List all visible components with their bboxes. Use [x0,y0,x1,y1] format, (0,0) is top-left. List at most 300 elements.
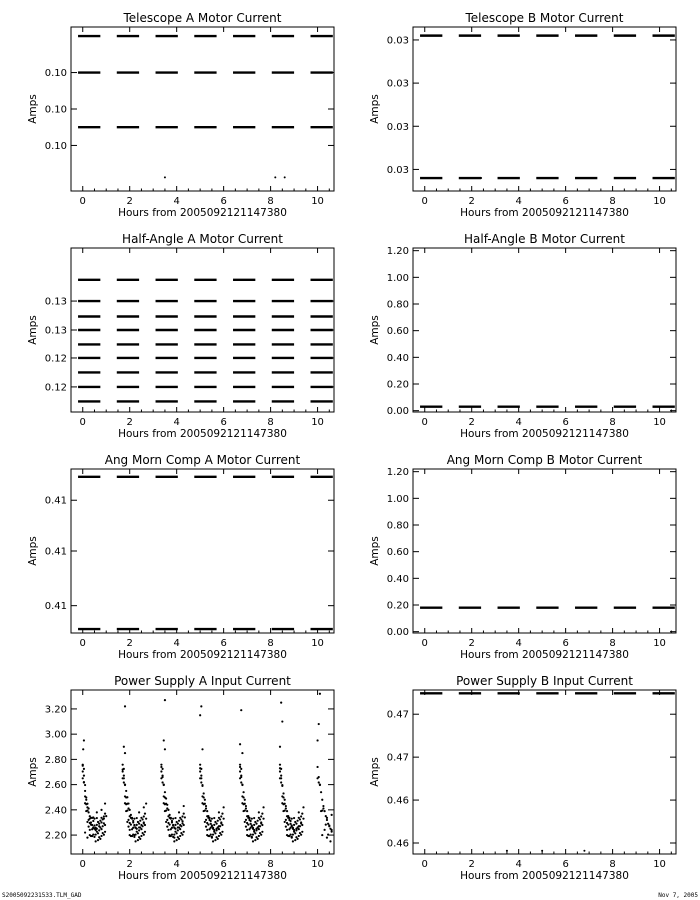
data-point [205,826,207,828]
data-point [285,805,287,807]
y-axis-label: Amps [27,315,39,345]
y-tick-label: 0.03 [386,164,409,176]
data-point [240,781,242,783]
data-point [281,784,283,786]
x-axis-label: Hours from 2005092121147380 [460,207,629,219]
data-point [172,836,174,838]
y-tick-label: 0.46 [386,795,409,807]
data-point [260,834,262,836]
data-point [298,811,300,813]
data-point [324,810,326,812]
data-point [244,799,246,801]
data-point [246,810,248,812]
data-point [160,766,162,768]
data-point [218,828,220,830]
data-point [281,720,283,722]
data-point [122,770,124,772]
data-point [252,827,254,829]
data-point [131,828,133,830]
chart-panel-6 [369,453,676,661]
data-point [134,827,136,829]
data-point [100,809,102,811]
data-point [328,824,330,826]
data-point [261,824,263,826]
data-point [248,828,250,830]
chart-title: Half-Angle B Motor Current [464,232,625,246]
data-point [246,822,248,824]
data-point [178,838,180,840]
x-tick-label: 0 [421,638,428,649]
y-tick-label: 0.60 [386,326,409,338]
data-point [167,829,169,831]
chart-title: Telescope A Motor Current [123,11,282,25]
plot-frame [71,469,334,633]
data-point [301,824,303,826]
x-tick-label: 6 [562,417,569,428]
data-point [86,821,88,823]
data-point [210,820,212,822]
data-point [252,833,254,835]
data-point [292,833,294,835]
data-point [329,840,331,842]
x-tick-label: 10 [311,859,324,870]
y-tick-label: 0.20 [386,379,409,391]
data-point [137,832,139,834]
data-point [258,811,260,813]
y-tick-label: 0.10 [44,104,67,116]
x-tick-label: 8 [609,859,616,870]
data-point [506,850,508,852]
data-point [289,820,291,822]
data-point [326,837,328,839]
data-point [259,818,261,820]
data-point [300,834,302,836]
data-point [321,799,323,801]
data-point [129,829,131,831]
data-point [82,777,84,779]
x-tick-label: 8 [609,638,616,649]
data-point [244,809,246,811]
data-point [104,813,106,815]
data-point [205,807,207,809]
data-point [325,824,327,826]
x-tick-label: 4 [173,638,180,649]
data-point [97,832,99,834]
data-point [211,836,213,838]
data-point [245,826,247,828]
y-axis-label: Amps [369,94,381,124]
data-point [321,809,323,811]
data-point [91,828,93,830]
data-point [88,826,90,828]
data-point [206,822,208,824]
data-point [143,834,145,836]
data-point [133,818,135,820]
data-point [161,775,163,777]
data-point [205,805,207,807]
data-point [280,781,282,783]
x-tick-label: 4 [515,196,522,207]
x-tick-label: 8 [267,196,274,207]
data-point [203,796,205,798]
data-point [143,806,145,808]
y-axis-label: Amps [369,536,381,566]
data-point [102,825,104,827]
x-tick-label: 4 [173,417,180,428]
data-point [123,775,125,777]
data-point [258,828,260,830]
data-point [324,829,326,831]
data-point [134,840,136,842]
data-point [251,836,253,838]
data-point [103,815,105,817]
y-tick-label: 0.47 [386,709,409,721]
data-point [97,839,99,841]
data-point [295,829,297,831]
data-point [322,807,324,809]
data-point [125,796,127,798]
chart-panel-1 [27,11,334,219]
data-point [122,777,124,779]
data-point [261,831,263,833]
data-point [242,791,244,793]
data-point [129,815,131,817]
data-point [284,821,286,823]
data-point [284,176,286,178]
x-tick-label: 6 [220,417,227,428]
data-point [288,828,290,830]
data-point [183,805,185,807]
data-point [245,819,247,821]
data-point [541,850,543,852]
data-point [163,739,165,741]
data-point [137,839,139,841]
y-tick-label: 0.41 [44,546,67,558]
data-point [166,826,168,828]
data-point [165,821,167,823]
data-point [206,810,208,812]
data-point [88,807,90,809]
y-tick-label: 0.10 [44,68,67,80]
data-point [218,835,220,837]
y-tick-label: 0.41 [44,495,67,507]
data-point [166,807,168,809]
x-tick-label: 8 [267,638,274,649]
data-point [199,770,201,772]
x-tick-label: 8 [609,196,616,207]
data-point [279,777,281,779]
data-point [291,824,293,826]
data-point [164,796,166,798]
data-point [240,709,242,711]
data-point [139,838,141,840]
data-point [88,819,90,821]
data-point [239,770,241,772]
data-point [164,791,166,793]
x-tick-label: 2 [468,638,475,649]
y-tick-label: 0.00 [386,406,409,418]
data-point [93,836,95,838]
data-point [246,829,248,831]
data-point [255,829,257,831]
data-point [164,748,166,750]
data-point [244,821,246,823]
data-point [171,820,173,822]
data-point [88,811,90,813]
data-point [129,822,131,824]
data-point [279,770,281,772]
x-axis-label: Hours from 2005092121147380 [460,870,629,882]
data-point [169,835,171,837]
data-point [133,836,135,838]
data-point [221,831,223,833]
data-point [145,818,147,820]
x-tick-label: 8 [609,417,616,428]
data-point [316,739,318,741]
data-point [285,807,287,809]
y-tick-label: 0.03 [386,78,409,90]
data-point [95,833,97,835]
data-point [136,824,138,826]
y-tick-label: 2.20 [44,830,67,842]
data-point [223,806,225,808]
x-axis-label: Hours from 2005092121147380 [118,649,287,661]
x-tick-label: 4 [515,859,522,870]
data-point [246,815,248,817]
data-point [326,819,328,821]
y-tick-label: 0.40 [386,352,409,364]
data-point [83,775,85,777]
chart-title: Telescope B Motor Current [465,11,624,25]
data-point [85,799,87,801]
data-point [103,834,105,836]
data-point [130,835,132,837]
data-point [241,784,243,786]
data-point [239,743,241,745]
data-point [123,746,125,748]
x-tick-label: 6 [220,638,227,649]
chart-title: Half-Angle A Motor Current [122,232,283,246]
data-point [83,781,85,783]
data-point [286,822,288,824]
data-point [173,840,175,842]
data-point [179,835,181,837]
y-tick-label: 0.41 [44,601,67,613]
data-point [287,835,289,837]
data-point [86,809,88,811]
data-point [282,796,284,798]
data-point [140,835,142,837]
data-point [294,832,296,834]
y-tick-label: 2.80 [44,754,67,766]
data-point [82,764,84,766]
data-point [184,816,186,818]
data-point [211,818,213,820]
data-point [204,809,206,811]
data-point [124,705,126,707]
data-point [200,768,202,770]
y-tick-label: 0.47 [386,752,409,764]
x-tick-label: 0 [79,196,86,207]
x-tick-label: 6 [562,638,569,649]
data-point [144,831,146,833]
x-tick-label: 10 [653,196,666,207]
data-point [183,824,185,826]
data-point [285,819,287,821]
data-point [326,817,328,819]
data-point [239,766,241,768]
x-tick-label: 0 [79,417,86,428]
data-point [327,833,329,835]
y-tick-label: 1.00 [386,493,409,505]
data-point [301,831,303,833]
y-tick-label: 1.20 [386,246,409,258]
chart-panel-8 [369,674,676,882]
data-point [93,818,95,820]
data-point [322,805,324,807]
data-point [199,777,201,779]
data-point [142,825,144,827]
plot-frame [413,248,676,412]
y-tick-label: 3.20 [44,704,67,716]
data-point [219,825,221,827]
x-tick-label: 10 [653,638,666,649]
data-point [84,790,86,792]
data-point [90,835,92,837]
data-point [480,177,482,179]
data-point [319,784,321,786]
data-point [291,818,293,820]
data-point [286,829,288,831]
data-point [319,693,321,695]
y-tick-label: 2.40 [44,805,67,817]
data-point [203,792,205,794]
data-point [201,748,203,750]
plot-frame [413,690,676,854]
y-axis-label: Amps [369,315,381,345]
data-point [163,784,165,786]
data-point [297,820,299,822]
data-point [239,764,241,766]
data-point [320,791,322,793]
data-point [321,834,323,836]
x-tick-label: 8 [267,417,274,428]
data-point [126,809,128,811]
x-tick-label: 4 [173,859,180,870]
data-point [86,837,88,839]
chart-title: Power Supply A Input Current [114,674,291,688]
data-point [250,820,252,822]
data-point [214,839,216,841]
y-axis-label: Amps [369,757,381,787]
data-point [164,176,166,178]
data-point [217,838,219,840]
chart-panel-2 [369,11,676,219]
data-point [300,815,302,817]
data-point [160,764,162,766]
y-tick-label: 3.00 [44,729,67,741]
data-point [253,824,255,826]
data-point [204,799,206,801]
data-point [98,822,100,824]
data-point [134,833,136,835]
data-point [204,821,206,823]
y-tick-label: 0.13 [44,296,67,308]
y-tick-label: 0.80 [386,520,409,532]
data-point [204,803,206,805]
y-tick-label: 0.00 [386,627,409,639]
data-point [85,796,87,798]
data-point [220,834,222,836]
data-point [475,177,477,179]
plot-frame [71,27,334,191]
data-point [302,818,304,820]
data-point [274,176,276,178]
data-point [124,752,126,754]
x-axis-label: Hours from 2005092121147380 [118,870,287,882]
data-point [127,807,129,809]
data-point [286,810,288,812]
data-point [89,822,91,824]
x-tick-label: 0 [79,859,86,870]
x-tick-label: 10 [653,859,666,870]
data-point [201,784,203,786]
data-point [208,828,210,830]
data-point [138,811,140,813]
data-point [293,824,295,826]
x-axis-label: Hours from 2005092121147380 [460,428,629,440]
data-point [215,829,217,831]
y-tick-label: 0.12 [44,353,67,365]
x-tick-label: 6 [562,196,569,207]
data-point [136,817,138,819]
data-point [167,815,169,817]
y-tick-label: 1.20 [386,467,409,479]
y-axis-label: Amps [27,536,39,566]
data-point [82,770,84,772]
data-point [170,828,172,830]
data-point [180,825,182,827]
data-point [176,832,178,834]
x-tick-label: 6 [562,859,569,870]
data-point [144,824,146,826]
data-point [177,829,179,831]
data-point [254,839,256,841]
x-tick-label: 2 [468,859,475,870]
data-point [125,790,127,792]
data-point [161,781,163,783]
data-point [220,815,222,817]
x-tick-label: 2 [468,417,475,428]
data-point [301,813,303,815]
data-point [213,817,215,819]
data-point [199,714,201,716]
data-point [124,784,126,786]
data-point [215,822,217,824]
data-point [239,777,241,779]
footer-filename: S2005092231533.TLM_GAD [2,892,82,899]
data-point [160,770,162,772]
data-point [291,836,293,838]
data-point [292,840,294,842]
data-point [252,840,254,842]
data-point [299,818,301,820]
x-tick-label: 2 [468,196,475,207]
chart-panel-4 [369,232,676,440]
data-point [180,818,182,820]
data-point [84,784,86,786]
data-point [280,775,282,777]
